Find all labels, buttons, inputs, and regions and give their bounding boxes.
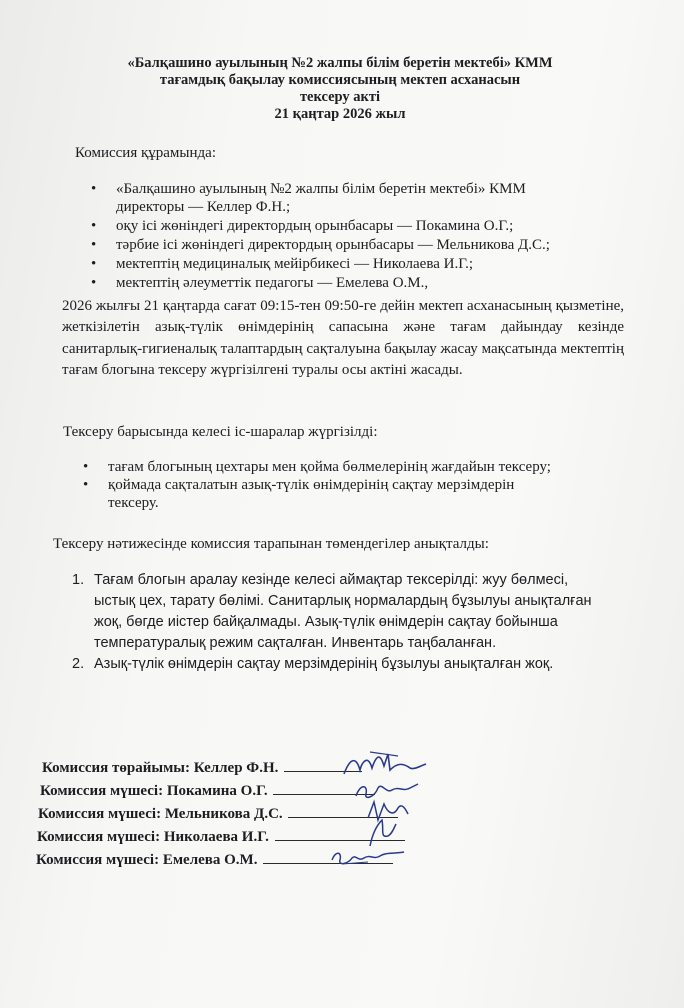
- signature-nikolaeva: [362, 816, 402, 850]
- heading-line-2: тағамдық бақылау комиссиясының мектеп асханасын: [159, 72, 521, 88]
- list-item: [64, 654, 604, 675]
- finding-number: 2.: [72, 656, 85, 672]
- signature-row: [37, 829, 405, 846]
- heading-line-3: тексеру акті: [299, 89, 381, 105]
- signature-name: Келлер Ф.Н.: [193, 760, 279, 776]
- signature-row: [42, 760, 362, 777]
- activities-intro: Тексеру барысында келесі іс-шаралар жүргізілді:: [63, 424, 378, 440]
- findings-list: [64, 570, 624, 675]
- list-item: • мектептің әлеуметтік педагогы — Емелева О.М.,: [88, 274, 628, 292]
- signature-role: Комиссия мүшесі:: [37, 829, 161, 845]
- signature-emeleva: [328, 846, 408, 870]
- act-paragraph: 2026 жылғы 21 қаңтарда сағат 09:15-тен 09:50-ге дейін мектеп асханасының қызметіне, жеткізілетін азық-түлік өнімдерінің сапасына және тағам дайындау кезінде санитарлық-гигиеналық талаптардың сақталуына бақылау жасау мақсатында мектептің тағам блогына тексеру жүргізілгені туралы осы актіні жасады.: [62, 298, 624, 378]
- finding-text: Тағам блогын аралау кезінде келесі аймақтар тексерілді: жуу бөлмесі, ыстық цех, тарату бөлімі. Санитарлық нормалардың бұзылуы анықталған жоқ, бөгде иістер байқалмады. Азық-түлік өнімдерін сақтау бойынша температуралық режим сақталған. Инвентарь таңбаланған.: [94, 572, 592, 651]
- signature-role: Комиссия мүшесі:: [38, 806, 162, 822]
- signature-keller: [340, 748, 430, 780]
- list-item: • қоймада сақталатын азық-түлік өнімдерінің сақтау мерзімдерін тексеру.: [80, 476, 548, 512]
- activities-list: [80, 458, 640, 512]
- signature-role: Комиссия мүшесі:: [36, 852, 160, 868]
- list-item: • мектептің медициналық мейірбикесі — Николаева И.Г.;: [88, 255, 628, 273]
- finding-text: Азық-түлік өнімдерін сақтау мерзімдерінің бұзылуы анықталған жоқ.: [94, 656, 554, 672]
- signature-role: Комиссия төрайымы:: [42, 760, 191, 776]
- signature-name: Николаева И.Г.: [163, 829, 269, 845]
- signature-name: Покамина О.Г.: [166, 783, 268, 799]
- list-item: • тәрбие ісі жөніндегі директордың орынбасары — Мельникова Д.С.;: [88, 236, 628, 254]
- list-item: • оқу ісі жөніндегі директордың орынбасары — Покамина О.Г.;: [88, 217, 628, 235]
- commission-intro: Комиссия құрамында:: [75, 145, 216, 161]
- heading-date: 21 қаңтар 2026 жыл: [274, 106, 406, 122]
- document-heading: [60, 55, 620, 123]
- heading-line-1: «Балқашино ауылының №2 жалпы білім беретін мектебі» КММ: [127, 55, 553, 71]
- signature-role: Комиссия мүшесі:: [40, 783, 164, 799]
- members-list: [88, 180, 628, 293]
- results-intro: Тексеру нәтижесінде комиссия тарапынан төмендегілер анықталды:: [53, 536, 489, 552]
- signature-name: Мельникова Д.С.: [164, 806, 283, 822]
- signature-row: [38, 806, 398, 823]
- signature-name: Емелева О.М.: [162, 852, 258, 868]
- signature-row: [40, 783, 375, 800]
- list-item: • «Балқашино ауылының №2 жалпы білім беретін мектебі» КММ директоры — Келлер Ф.Н.;: [88, 180, 536, 216]
- list-item: • тағам блогының цехтары мен қойма бөлмелерінің жағдайын тексеру;: [80, 458, 640, 476]
- list-item: [64, 570, 604, 654]
- finding-number: 1.: [72, 572, 85, 588]
